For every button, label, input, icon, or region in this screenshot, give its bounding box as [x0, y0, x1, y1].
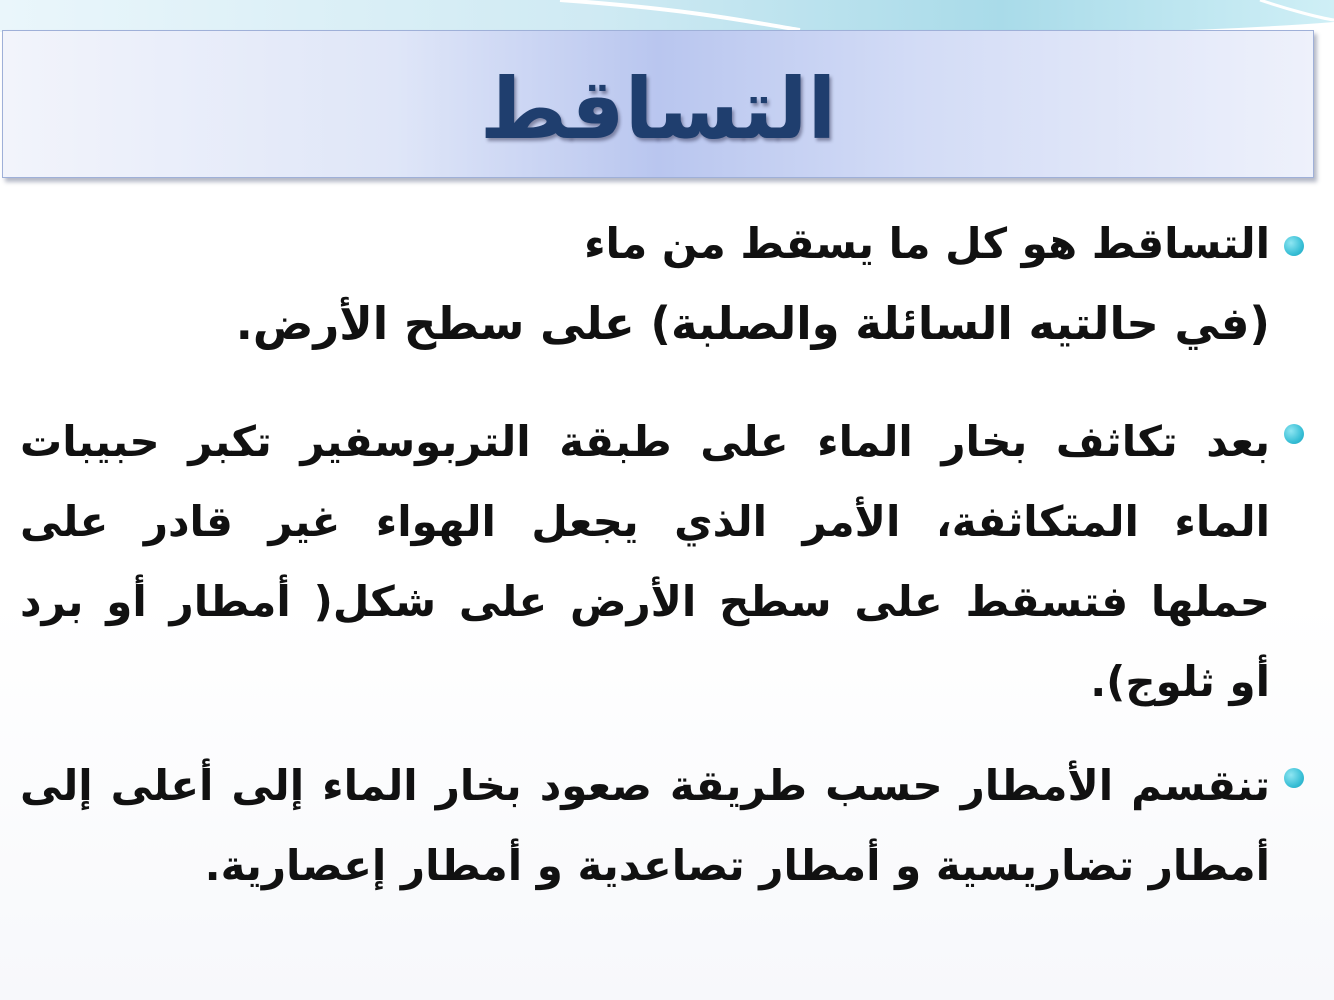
bullet-item: [20, 214, 1310, 390]
bullet-line: أمطار تضاريسية و أمطار تصاعدية و أمطار إعصارية.: [204, 841, 1270, 890]
bullet-line: بعد تكاثف بخار الماء على طبقة التربوسفير تكبر حبيبات: [20, 417, 1270, 466]
bullet-line: أو ثلوج).: [1090, 657, 1270, 706]
slide-title: التساقط: [479, 60, 837, 158]
bullet-line: تنقسم الأمطار حسب طريقة صعود بخار الماء إلى أعلى إلى: [20, 761, 1270, 810]
bullet-item: [20, 402, 1310, 734]
bullet-dot-icon: [1284, 768, 1304, 788]
bullet-line: (في حالتيه السائلة والصلبة) على سطح الأرض.: [235, 297, 1270, 350]
bullet-line: الماء المتكاثفة، الأمر الذي يجعل الهواء غير قادر على: [20, 497, 1270, 546]
bullet-line: حملها فتسقط على سطح الأرض على شكل( أمطار أو برد: [20, 577, 1270, 626]
bullet-dot-icon: [1284, 424, 1304, 444]
bullet-item: [20, 746, 1310, 896]
bullet-line: التساقط هو كل ما يسقط من ماء: [584, 219, 1270, 268]
bullet-dot-icon: [1284, 236, 1304, 256]
title-bar: [2, 30, 1314, 178]
slide-content: [20, 214, 1310, 896]
